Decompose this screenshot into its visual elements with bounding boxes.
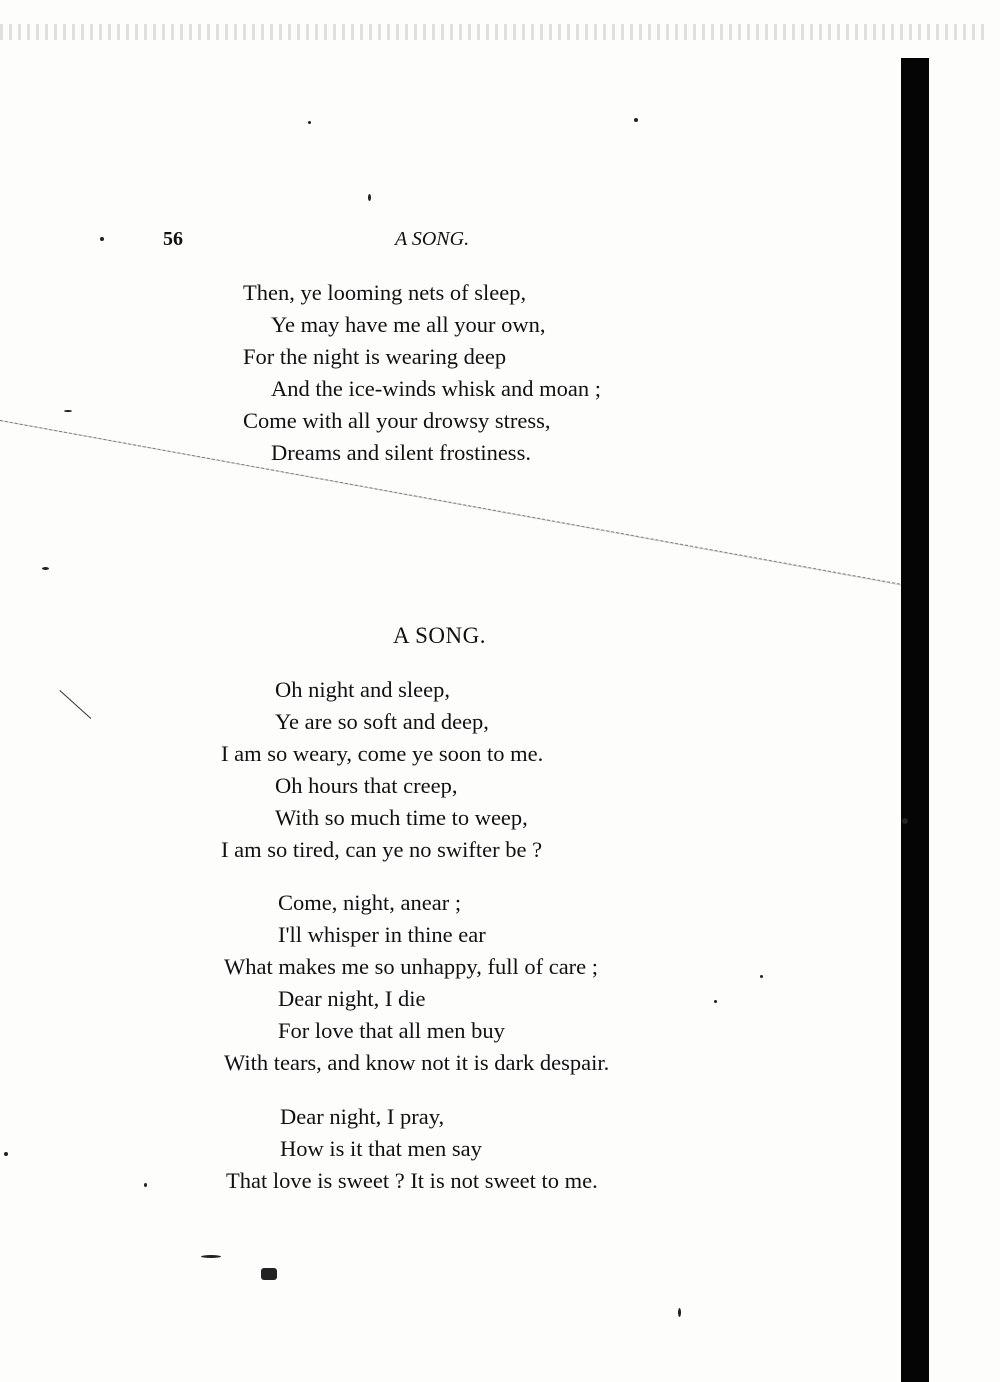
scan-speck — [261, 1268, 277, 1280]
poem-line: Dreams and silent frostiness. — [271, 440, 531, 465]
stray-pen-mark — [59, 690, 91, 719]
scan-speck — [368, 194, 371, 201]
poem-line: Oh night and sleep, — [275, 677, 450, 702]
page-number: 56 — [163, 228, 183, 250]
scan-speck — [760, 975, 763, 978]
poem-line: Ye may have me all your own, — [271, 312, 546, 337]
scan-speck — [100, 237, 104, 241]
poem-line: Come, night, anear ; — [278, 890, 462, 915]
scan-speck — [678, 1308, 681, 1317]
poem-line: I am so tired, can ye no swifter be ? — [221, 837, 543, 862]
top-stanza — [243, 277, 601, 469]
song-stanza-1 — [221, 674, 543, 866]
poem-line: For love that all men buy — [278, 1018, 505, 1043]
scan-edge-noise — [0, 24, 990, 40]
poem-line: With so much time to weep, — [275, 805, 528, 830]
poem-line: Ye are so soft and deep, — [275, 709, 489, 734]
scan-speck — [902, 818, 908, 824]
scan-speck — [144, 1183, 147, 1187]
poem-line: And the ice-winds whisk and moan ; — [271, 376, 601, 401]
poem-line: Dear night, I die — [278, 986, 426, 1011]
scan-speck — [308, 121, 311, 124]
scan-speck — [64, 410, 72, 412]
binding-shadow-bar — [901, 58, 929, 1382]
poem-line: With tears, and know not it is dark despair. — [224, 1050, 610, 1075]
poem-line: I'll whisper in thine ear — [278, 922, 486, 947]
running-head: A SONG. — [395, 228, 470, 250]
song-title: A SONG. — [393, 623, 486, 648]
scan-speck — [634, 118, 638, 122]
poem-line: Come with all your drowsy stress, — [243, 408, 551, 433]
poem-line: That love is sweet ? It is not sweet to me. — [226, 1168, 598, 1193]
poem-line: What makes me so unhappy, full of care ; — [224, 954, 599, 979]
scan-speck — [714, 1000, 717, 1003]
poem-line: Then, ye looming nets of sleep, — [243, 280, 527, 305]
poem-line: I am so weary, come ye soon to me. — [221, 741, 544, 766]
page-margin-right — [929, 40, 1000, 1382]
song-stanza-3 — [226, 1101, 598, 1197]
scan-speck — [42, 567, 49, 570]
poem-line: For the night is wearing deep — [243, 344, 507, 369]
scan-speck — [201, 1255, 221, 1258]
song-stanza-2 — [224, 887, 609, 1079]
poem-line: How is it that men say — [280, 1136, 482, 1161]
poem-line: Oh hours that creep, — [275, 773, 458, 798]
poem-line: Dear night, I pray, — [280, 1104, 445, 1129]
scan-speck — [4, 1152, 8, 1156]
